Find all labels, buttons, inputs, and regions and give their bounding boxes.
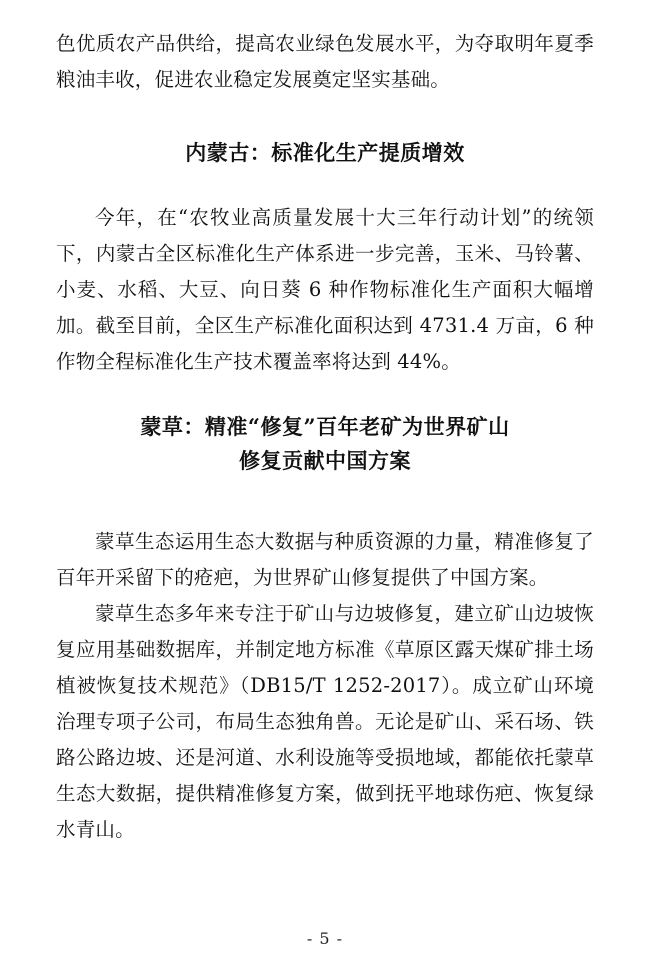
paragraph-top-continuation: 色优质农产品供给，提高农业绿色发展水平，为夺取明年夏季粮油丰收，促进农业稳定发展奠定坚实基础。 (56, 32, 594, 91)
spacer (56, 478, 594, 524)
section-heading-2-line-1: 蒙草：精准“修复”百年老矿为世界矿山 (140, 414, 510, 439)
section-heading-2-group (56, 410, 594, 478)
section-heading-2-line-2: 修复贡献中国方案 (239, 448, 411, 473)
paragraph-section-1-body: 今年，在“农牧业高质量发展十大三年行动计划”的统领下，内蒙古全区标准化生产体系进一步完善，玉米、马铃薯、小麦、水稻、大豆、向日葵 6 种作物标准化生产面积大幅增加。截至目前，全区生产标准化面积达到 4731.4 万亩，6 种作物全程标准化生产技术覆盖率将达到 44%。 (56, 206, 594, 373)
spacer (56, 98, 594, 136)
page-number-footer: - 5 - (306, 929, 344, 948)
spacer (56, 170, 594, 200)
spacer (56, 380, 594, 410)
section-heading-1: 内蒙古：标准化生产提质增效 (185, 140, 465, 165)
paragraph-section-2-body-1: 蒙草生态运用生态大数据与种质资源的力量，精准修复了百年开采留下的疮疤，为世界矿山修复提供了中国方案。 (56, 530, 594, 589)
paragraph-section-2-body-2: 蒙草生态多年来专注于矿山与边坡修复，建立矿山边坡恢复应用基础数据库，并制定地方标准《草原区露天煤矿排土场植被恢复技术规范》（DB15/T 1252-2017）。成立矿山环境治理专项子公司，布局生态独角兽。无论是矿山、采石场、铁路公路边坡、还是河道、水利设施等受损地域，都能依托蒙草生态大数据，提供精准修复方案，做到抚平地球伤疤、恢复绿水青山。 (56, 602, 594, 841)
